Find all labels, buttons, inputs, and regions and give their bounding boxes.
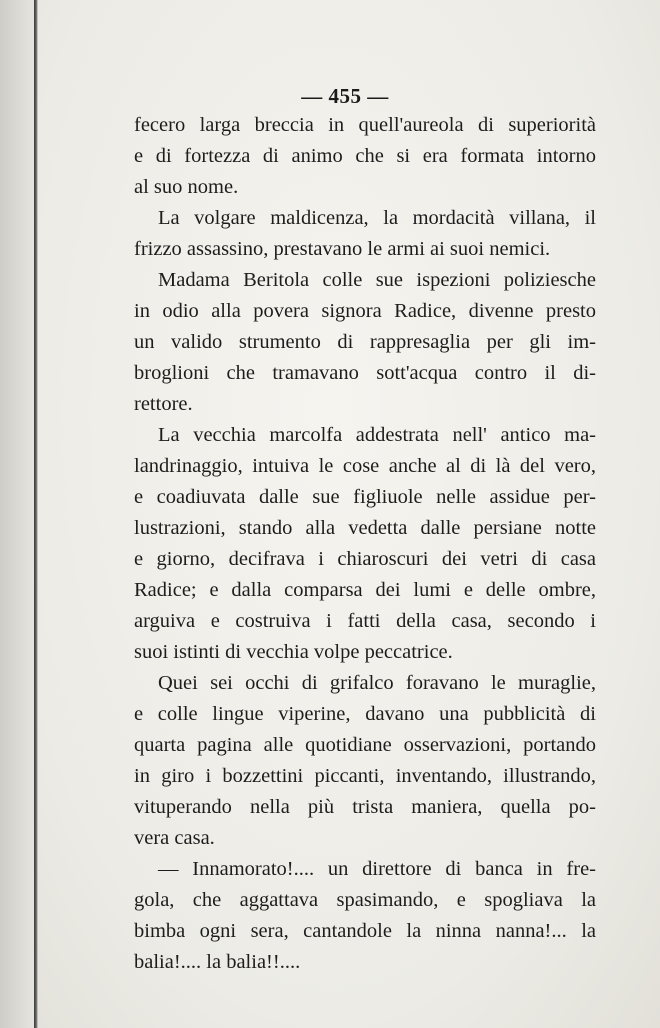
text-line: rettore. xyxy=(134,393,193,415)
paragraph xyxy=(134,668,596,854)
binding-edge xyxy=(34,0,38,1028)
text-line: e di fortezza di animo che si era formata intorno xyxy=(134,145,596,167)
text-line: Radice; e dalla comparsa dei lumi e delle ombre, xyxy=(134,579,596,601)
text-line: in odio alla povera signora Radice, divenne presto xyxy=(134,300,596,322)
paragraph xyxy=(134,420,596,668)
text-line: al suo nome. xyxy=(134,176,239,198)
paragraph xyxy=(134,203,596,265)
text-line: — Innamorato!.... un direttore di banca in fre- xyxy=(158,858,596,880)
binding-shadow xyxy=(0,0,34,1028)
body-text xyxy=(134,110,596,978)
text-line: fecero larga breccia in quell'aureola di superiorità xyxy=(134,114,596,136)
text-line: landrinaggio, intuiva le cose anche al di là del vero, xyxy=(134,455,596,477)
text-line: Quei sei occhi di grifalco foravano le muraglie, xyxy=(158,672,596,694)
text-line: La vecchia marcolfa addestrata nell' antico ma- xyxy=(158,424,596,446)
text-line: bimba ogni sera, cantandole la ninna nanna!... la xyxy=(134,920,596,942)
text-line: e giorno, decifrava i chiaroscuri dei vetri di casa xyxy=(134,548,596,570)
text-line: vera casa. xyxy=(134,827,215,849)
text-line: arguiva e costruiva i fatti della casa, secondo i xyxy=(134,610,596,632)
paragraph xyxy=(134,265,596,420)
text-line: Madama Beritola colle sue ispezioni poliziesche xyxy=(158,269,596,291)
text-line: in giro i bozzettini piccanti, inventando, illustrando, xyxy=(134,765,596,787)
paragraph xyxy=(134,854,596,978)
text-line: balia!.... la balia!!.... xyxy=(134,951,301,973)
text-line: La volgare maldicenza, la mordacità villana, il xyxy=(158,207,596,229)
text-line: gola, che aggattava spasimando, e spogliava la xyxy=(134,889,596,911)
text-line: e coadiuvata dalle sue figliuole nelle assidue per- xyxy=(134,486,596,508)
paragraph xyxy=(134,110,596,203)
text-line: broglioni che tramavano sott'acqua contro il di- xyxy=(134,362,596,384)
text-line: quarta pagina alle quotidiane osservazioni, portando xyxy=(134,734,596,756)
page-number: — 455 — xyxy=(301,84,389,108)
text-line: un valido strumento di rappresaglia per gli im- xyxy=(134,331,596,353)
text-line: lustrazioni, stando alla vedetta dalle persiane notte xyxy=(134,517,596,539)
text-line: suoi istinti di vecchia volpe peccatrice. xyxy=(134,641,453,663)
text-line: frizzo assassino, prestavano le armi ai suoi nemici. xyxy=(134,238,551,260)
text-line: vituperando nella più trista maniera, quella po- xyxy=(134,796,596,818)
text-line: e colle lingue viperine, davano una pubblicità di xyxy=(134,703,596,725)
